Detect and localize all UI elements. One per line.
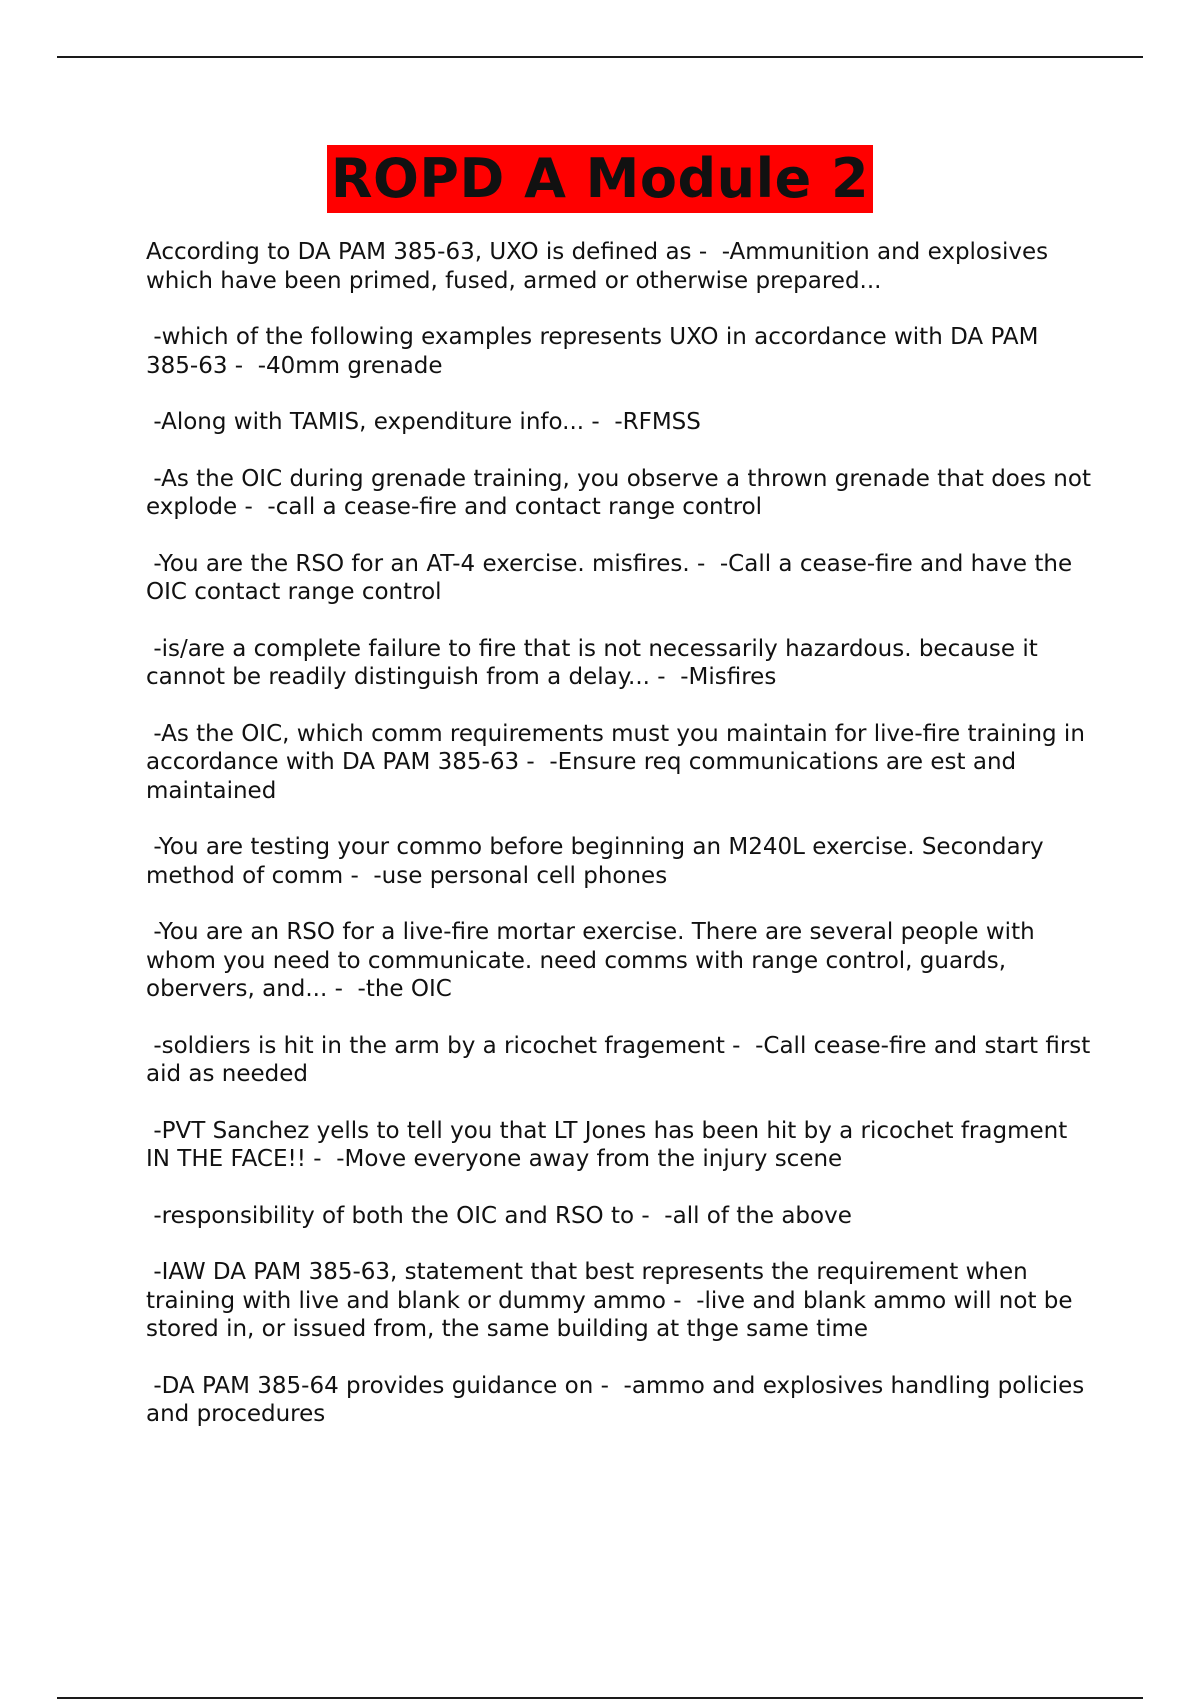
qa-item-4: -As the OIC during grenade training, you observe a thrown grenade that does not explode - -call a cease-fire and contact range control (146, 465, 1099, 520)
qa-item-7: -As the OIC, which comm requirements must you maintain for live-fire training in accordance with DA PAM 385-63 - -Ensure req communications are est and maintained (146, 720, 1093, 804)
bottom-divider (57, 1697, 1143, 1699)
qa-item-1: According to DA PAM 385-63, UXO is defined as - -Ammunition and explosives which have been primed, fused, armed or otherwise prepared... (146, 239, 1056, 294)
document-title: ROPD A Module 2 (327, 145, 873, 213)
title-container (0, 145, 1200, 213)
document-body (146, 238, 1099, 1457)
qa-item-10: -soldiers is hit in the arm by a ricochet fragement - -Call cease-fire and start first aid as needed (146, 1032, 1098, 1087)
qa-item-3: -Along with TAMIS, expenditure info... - -RFMSS (146, 409, 701, 435)
qa-item-5: -You are the RSO for an AT-4 exercise. misfires. - -Call a cease-fire and have the OIC contact range control (146, 550, 1080, 605)
qa-item-13: -IAW DA PAM 385-63, statement that best represents the requirement when training with live and blank or dummy ammo - -live and blank ammo will not be stored in, or issued from, the same building at thge same time (146, 1259, 1080, 1342)
qa-item-9: -You are an RSO for a live-fire mortar exercise. There are several people with whom you need to communicate. need comms with range control, guards, obervers, and... - -the OIC (146, 919, 1042, 1002)
qa-item-8: -You are testing your commo before beginning an M240L exercise. Secondary method of comm - -use personal cell phones (146, 834, 1051, 889)
qa-item-12: -responsibility of both the OIC and RSO to - -all of the above (146, 1202, 852, 1229)
top-divider (57, 56, 1143, 58)
qa-item-11: -PVT Sanchez yells to tell you that LT Jones has been hit by a ricochet fragment IN THE FACE!! - -Move everyone away from the injury scene (146, 1117, 1075, 1172)
qa-item-6: -is/are a complete failure to fire that is not necessarily hazardous. because it cannot be readily distinguish from a delay... - -Misfires (146, 635, 1046, 690)
qa-item-14: -DA PAM 385-64 provides guidance on - -ammo and explosives handling policies and procedures (146, 1372, 1092, 1427)
qa-item-2: -which of the following examples represents UXO in accordance with DA PAM 385-63 - -40mm grenade (146, 324, 1046, 379)
